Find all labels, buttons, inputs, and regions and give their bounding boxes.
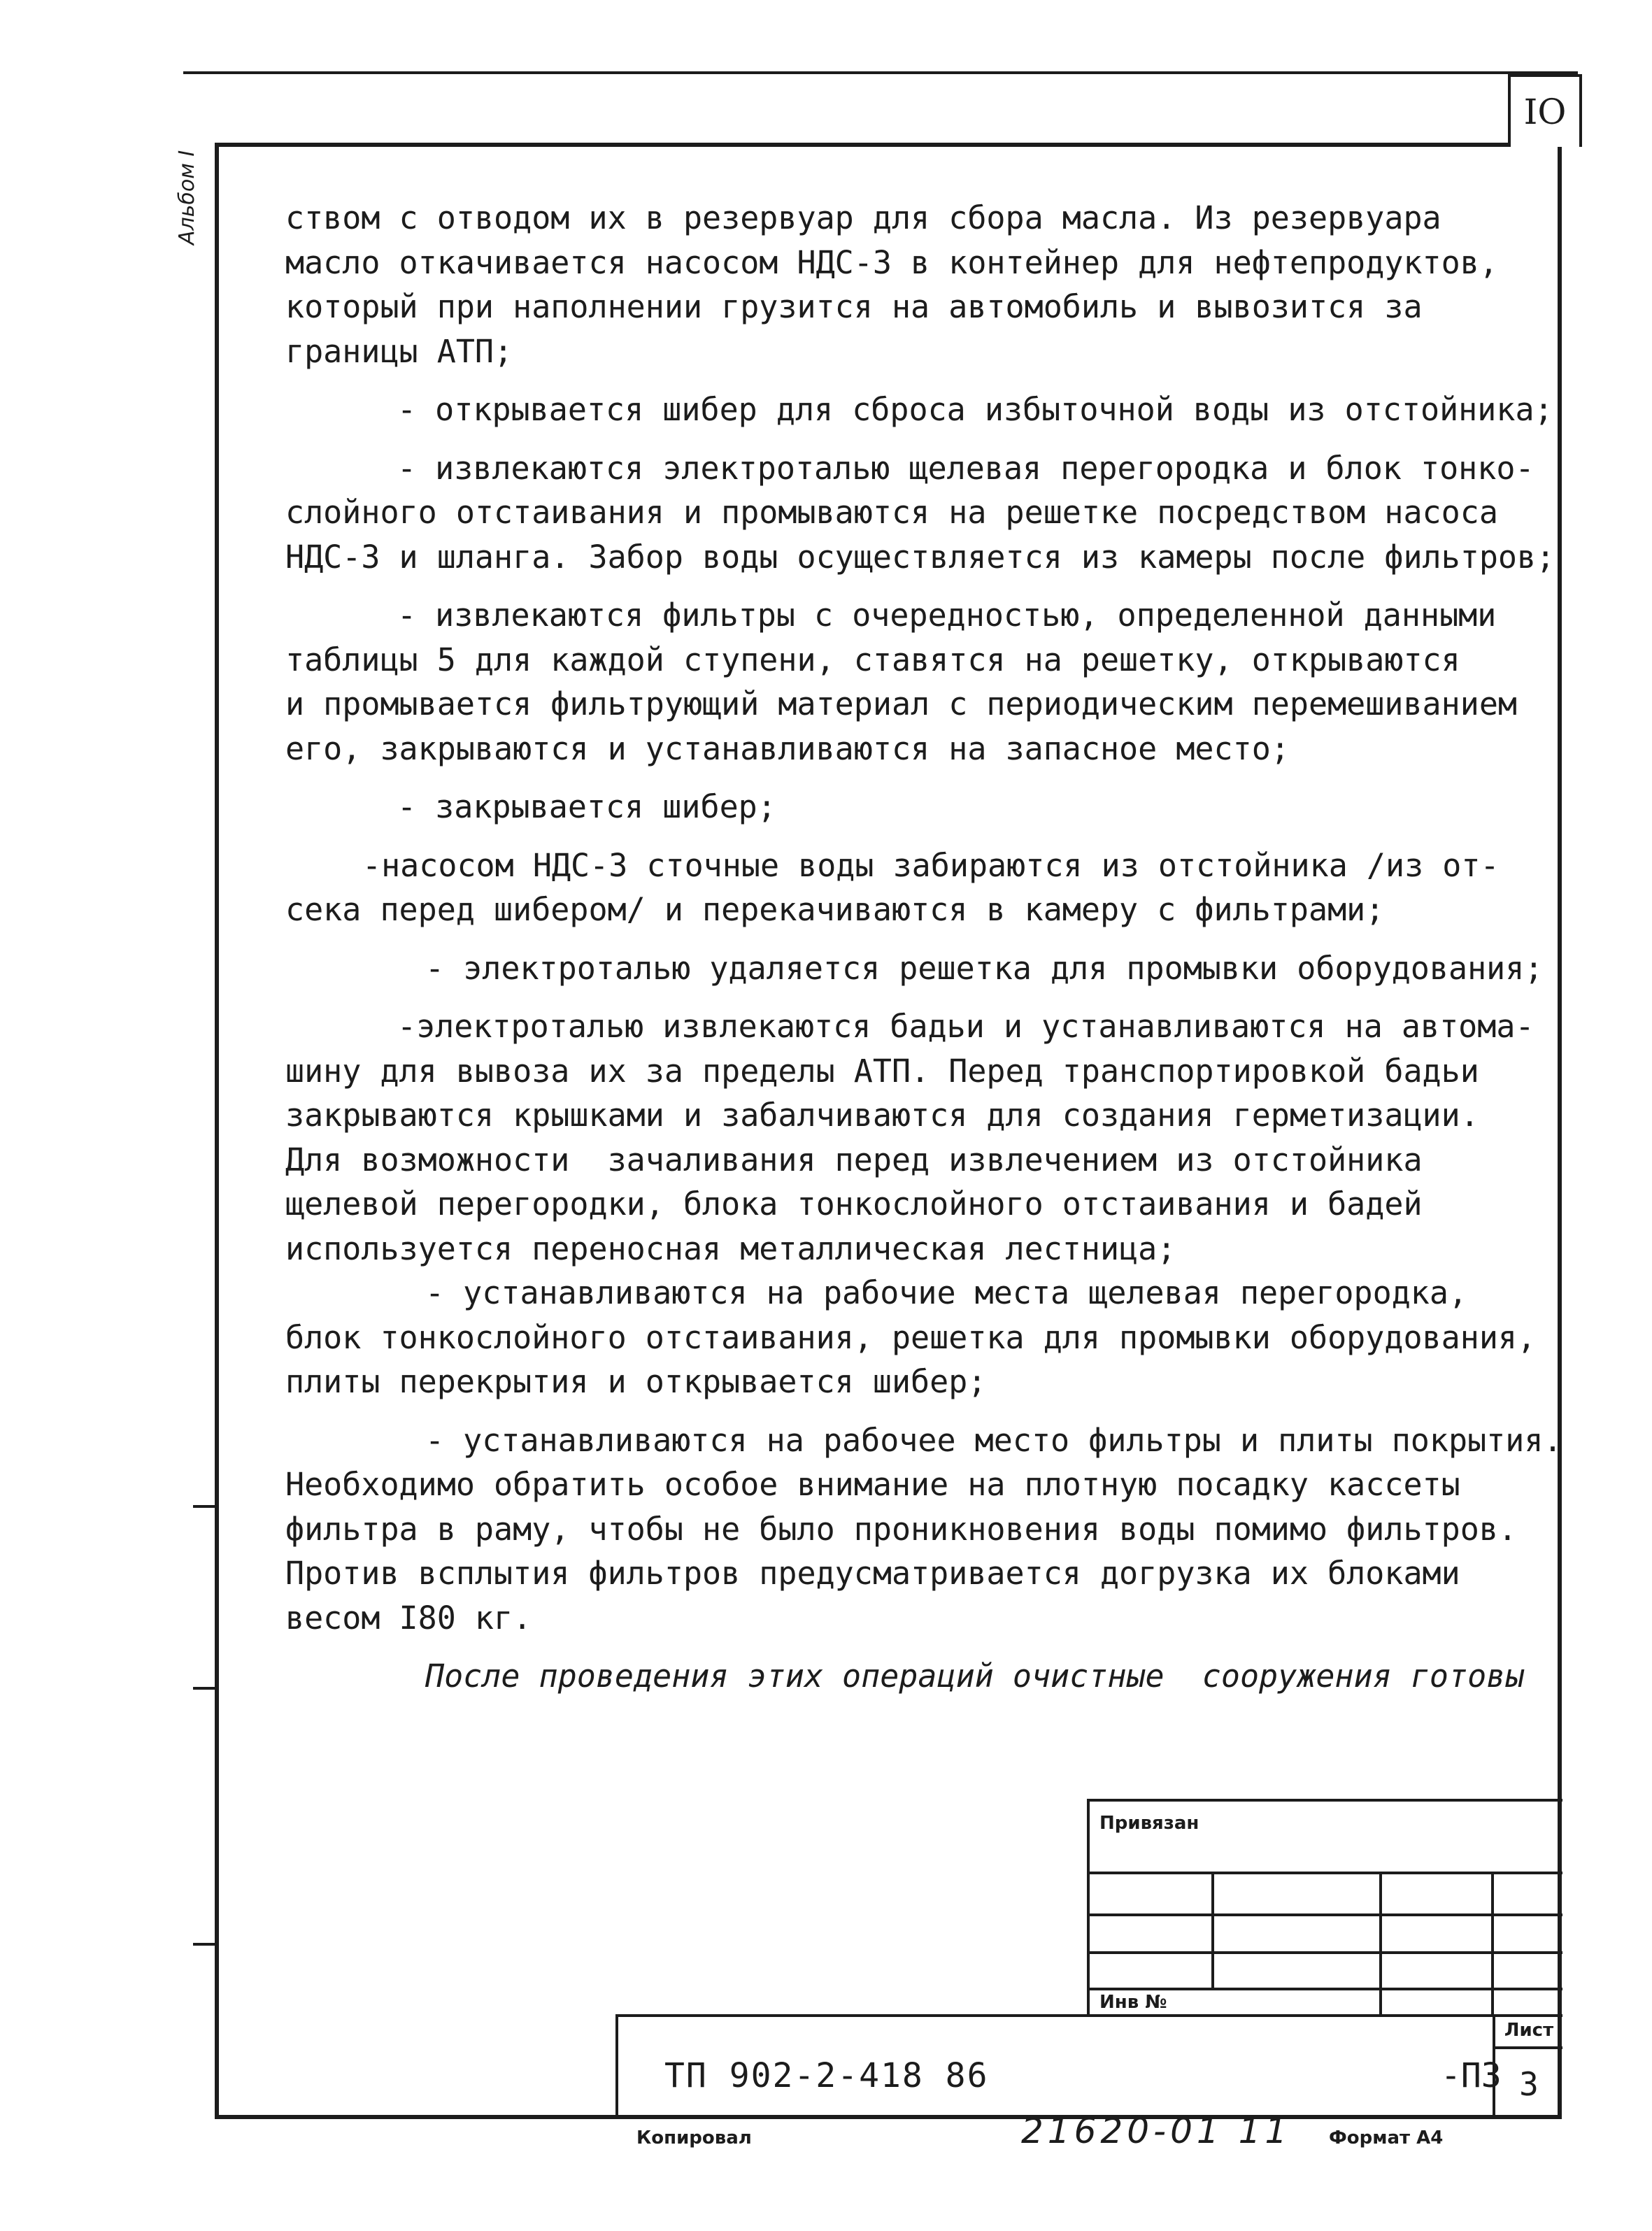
document-code: ТП 902-2-418 86 (664, 2056, 989, 2095)
stamp-line (1379, 1872, 1382, 2016)
text-line: - устанавливаются на рабочее место фильтры и плиты покрытия. (425, 1421, 1562, 1459)
body-text (285, 196, 1562, 1699)
text-line: слойного отстаивания и промываются на решетке посредством насоса (285, 494, 1498, 531)
text-line: - извлекаются электроталью щелевая перегородка и блок тонко- (397, 449, 1534, 487)
text-line: сека перед шибером/ и перекачиваются в камеру с фильтрами; (285, 891, 1385, 928)
text-line: -электроталью извлекаются бадьи и устанавливаются на автома- (397, 1008, 1534, 1045)
text-line: - устанавливаются на рабочие места щелевая перегородка, (425, 1274, 1468, 1311)
text-line: блок тонкослойного отстаивания, решетка для промывки оборудования, (285, 1318, 1537, 1356)
text-line: шину для вывоза их за пределы АТП. Перед транспортировкой бадьи (285, 1052, 1479, 1090)
text-line: После проведения этих операций очистные сооружения готовы (425, 1658, 1525, 1695)
text-line: его, закрываются и устанавливаются на запасное место; (285, 729, 1290, 767)
text-line: и промывается фильтрующий материал с периодическим перемешиванием (285, 685, 1517, 722)
stamp-line (1087, 1799, 1090, 2016)
text-line: который при наполнении грузится на автомобиль и вывозится за (285, 288, 1423, 325)
text-line: масло откачивается насосом НДС-3 в контейнер для нефтепродуктов, (285, 243, 1498, 281)
page-number: IO (1508, 74, 1582, 147)
stamp-line (1491, 1872, 1494, 2016)
order-number: 21620-01 11 (1021, 2111, 1292, 2151)
sheet-label: Лист (1493, 2014, 1562, 2049)
text-line: Необходимо обратить особое внимание на плотную посадку кассеты (285, 1466, 1460, 1503)
text-line: щелевой перегородки, блока тонкослойного отстаивания и бадей (285, 1185, 1423, 1223)
text-line: - открывается шибер для сброса избыточной воды из отстойника; (397, 391, 1553, 428)
format-label: Формат А4 (1329, 2127, 1444, 2148)
margin-tick (193, 1943, 218, 1946)
text-line: весом I80 кг. (285, 1599, 532, 1637)
text-line: ством с отводом их в резервуар для сбора масла. Из резервуара (285, 199, 1441, 236)
text-line: - извлекаются фильтры с очередностью, определенной данными (397, 597, 1497, 634)
text-line: закрываются крышками и забалчиваются для создания герметизации. (285, 1097, 1479, 1134)
copied-label: Копировал (636, 2127, 752, 2148)
top-rule (183, 71, 1578, 74)
text-line: Для возможности зачаливания перед извлечением из отстойника (285, 1141, 1423, 1178)
sheet-number: 3 (1493, 2049, 1562, 2119)
text-line: -насосом НДС-3 сточные воды забираются из отстойника /из от- (362, 846, 1500, 884)
text-line: фильтра в раму, чтобы не было проникновения воды помимо фильтров. (285, 1510, 1517, 1548)
text-line: используется переносная металлическая лестница; (285, 1229, 1176, 1267)
approval-stamp (1087, 1799, 1562, 2023)
margin-tick (193, 1687, 218, 1690)
text-line: Против всплытия фильтров предусматривается догрузка их блоками (285, 1555, 1460, 1592)
document-suffix: -ПЗ (1441, 2056, 1502, 2095)
text-line: границы АТП; (285, 332, 513, 370)
stamp-inv-no: Инв № (1099, 1992, 1167, 2013)
text-line: плиты перекрытия и открывается шибер; (285, 1363, 987, 1400)
margin-tick (193, 1505, 218, 1508)
stamp-privyazan: Привязан (1099, 1813, 1199, 1834)
stamp-line (1087, 1799, 1562, 1802)
margin-label: Альбом I (175, 150, 199, 245)
text-line: таблицы 5 для каждой ступени, ставятся на решетку, открываются (285, 641, 1460, 678)
stamp-line (1211, 1872, 1214, 1988)
text-line: - электроталью удаляется решетка для промывки оборудования; (425, 949, 1544, 987)
text-line: - закрывается шибер; (397, 788, 776, 825)
text-line: НДС-3 и шланга. Забор воды осуществляется из камеры после фильтров; (285, 538, 1555, 576)
